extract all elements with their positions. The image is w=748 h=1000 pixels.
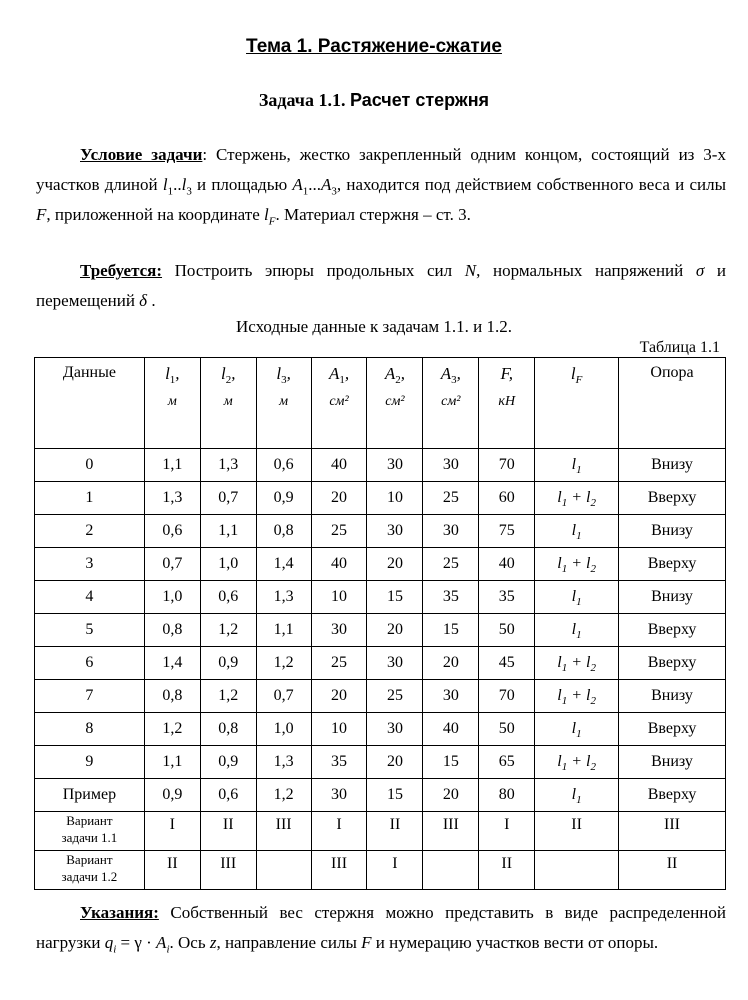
cell-l3: 0,9 (256, 482, 311, 515)
condition-lead: Условие задачи (80, 145, 203, 164)
variant-cell (256, 851, 311, 890)
variant-cell: I (367, 851, 423, 890)
cell-A1: 35 (311, 746, 367, 779)
table-header-row (35, 358, 726, 449)
cell-F: 60 (479, 482, 535, 515)
cell-support: Внизу (619, 449, 726, 482)
required-text: Построить эпюры продольных сил (162, 261, 465, 280)
condition-text: : Стержень, жестко закрепленный одним концом, состоящий из 3-х участков длиной (36, 145, 726, 194)
notes-text: . Ось (169, 933, 210, 952)
cell-support: Вверху (619, 779, 726, 812)
condition-text: . Материал стержня – ст. 3. (275, 205, 471, 224)
len-dots: .. (173, 175, 182, 194)
formula-A: A (156, 933, 167, 952)
notes-text: и нумерацию участков вести от опоры. (371, 933, 659, 952)
header-F: F, кН (479, 358, 535, 449)
cell-A1: 20 (311, 482, 367, 515)
variant-label: Вариант задачи 1.1 (35, 812, 145, 851)
table-row (35, 482, 726, 515)
cell-l1: 1,3 (144, 482, 200, 515)
cell-l3: 1,3 (256, 746, 311, 779)
cell-lF: $l_1 + l_2$ (535, 746, 619, 779)
area-first-symbol: A (292, 175, 303, 194)
cell-support: Внизу (619, 515, 726, 548)
formula-q: q (104, 933, 114, 952)
table-row (35, 548, 726, 581)
variant-row (35, 812, 726, 851)
cell-A2: 20 (367, 548, 423, 581)
cell-support: Вверху (619, 614, 726, 647)
len-first-sub: 1 (167, 185, 174, 198)
variant-cell: II (367, 812, 423, 851)
cell-id: 0 (35, 449, 145, 482)
notes-text: Собственный вес стержня можно представить в виде распределенной нагрузки (36, 903, 726, 952)
cell-support: Внизу (619, 746, 726, 779)
cell-l3: 1,1 (256, 614, 311, 647)
cell-l1: 0,7 (144, 548, 200, 581)
cell-F: 70 (479, 680, 535, 713)
variant-label: Вариант задачи 1.2 (35, 851, 145, 890)
notes-lead: Указания: (80, 903, 159, 922)
header-A1: $A_1$, см² (311, 358, 367, 449)
cell-A1: 30 (311, 779, 367, 812)
cell-l3: 1,0 (256, 713, 311, 746)
variant-cell: III (200, 851, 256, 890)
task-title (0, 90, 748, 111)
cell-F: 35 (479, 581, 535, 614)
cell-l3: 0,8 (256, 515, 311, 548)
cell-l3: 1,3 (256, 581, 311, 614)
cell-l1: 1,0 (144, 581, 200, 614)
cell-A3: 35 (423, 581, 479, 614)
cell-F: 40 (479, 548, 535, 581)
cell-A1: 10 (311, 713, 367, 746)
symbol-z: z (209, 933, 217, 952)
cell-lF: $l_1 + l_2$ (535, 482, 619, 515)
cell-A3: 40 (423, 713, 479, 746)
cell-A1: 10 (311, 581, 367, 614)
cell-F: 45 (479, 647, 535, 680)
variant-cell: II (619, 851, 726, 890)
required-text: , нормальных напряжений (476, 261, 696, 280)
area-last-sub: 3 (331, 185, 337, 198)
cell-A1: 25 (311, 647, 367, 680)
cell-support: Вверху (619, 647, 726, 680)
variant-cell: II (479, 851, 535, 890)
cell-l3: 1,4 (256, 548, 311, 581)
variant-cell: I (144, 812, 200, 851)
cell-A3: 25 (423, 482, 479, 515)
coord-sub: F (268, 215, 276, 228)
cell-F: 50 (479, 614, 535, 647)
cell-support: Вверху (619, 482, 726, 515)
cell-F: 65 (479, 746, 535, 779)
variant-cell (535, 851, 619, 890)
cell-id: Пример (35, 779, 145, 812)
cell-F: 70 (479, 449, 535, 482)
variant-cell (423, 851, 479, 890)
cell-A1: 40 (311, 449, 367, 482)
task-title-prefix: Задача 1.1. (258, 90, 346, 110)
cell-id: 6 (35, 647, 145, 680)
cell-l2: 1,0 (200, 548, 256, 581)
cell-lF: $l_1 + l_2$ (535, 680, 619, 713)
variant-cell: II (535, 812, 619, 851)
theme-title: Тема 1. Растяжение-сжатие (246, 36, 502, 57)
cell-lF: $l_1$ (535, 713, 619, 746)
cell-id: 8 (35, 713, 145, 746)
table-number: Таблица 1.1 (639, 339, 720, 356)
table-row (35, 581, 726, 614)
header-data: Данные (35, 358, 145, 449)
cell-l2: 1,2 (200, 614, 256, 647)
cell-l1: 1,1 (144, 449, 200, 482)
cell-l2: 0,6 (200, 779, 256, 812)
cell-A1: 25 (311, 515, 367, 548)
table-caption: Исходные данные к задачам 1.1. и 1.2. (235, 317, 513, 336)
cell-A2: 10 (367, 482, 423, 515)
cell-A2: 30 (367, 515, 423, 548)
cell-A3: 20 (423, 647, 479, 680)
required-paragraph (36, 256, 726, 316)
symbol-sigma: σ (695, 261, 705, 280)
cell-A3: 20 (423, 779, 479, 812)
cell-l1: 1,2 (144, 713, 200, 746)
variant-cell: III (423, 812, 479, 851)
coord-symbol: l (264, 205, 269, 224)
table-row (35, 779, 726, 812)
cell-l3: 0,7 (256, 680, 311, 713)
cell-A3: 25 (423, 548, 479, 581)
formula-q-sub: i (113, 943, 117, 956)
area-dots: ... (308, 175, 321, 194)
cell-lF: $l_1$ (535, 449, 619, 482)
cell-A2: 25 (367, 680, 423, 713)
cell-l2: 1,2 (200, 680, 256, 713)
cell-lF: $l_1 + l_2$ (535, 647, 619, 680)
cell-A2: 30 (367, 713, 423, 746)
cell-lF: $l_1$ (535, 779, 619, 812)
header-A2: $A_2$, см² (367, 358, 423, 449)
variant-cell: I (479, 812, 535, 851)
symbol-delta: δ (139, 291, 148, 310)
data-table (34, 357, 726, 890)
cell-l3: 1,2 (256, 779, 311, 812)
cell-A2: 15 (367, 581, 423, 614)
force-symbol: F (36, 205, 47, 224)
cell-F: 80 (479, 779, 535, 812)
table-row (35, 449, 726, 482)
symbol-N: N (464, 261, 477, 280)
notes-paragraph (36, 898, 726, 958)
header-l1: $l_1$, м (144, 358, 200, 449)
header-support: Опора (619, 358, 726, 449)
cell-l1: 1,1 (144, 746, 200, 779)
cell-l2: 1,3 (200, 449, 256, 482)
cell-l2: 0,7 (200, 482, 256, 515)
cell-A2: 30 (367, 449, 423, 482)
variant-cell: III (311, 851, 367, 890)
cell-support: Внизу (619, 680, 726, 713)
variant-row (35, 851, 726, 890)
cell-A3: 30 (423, 449, 479, 482)
cell-id: 7 (35, 680, 145, 713)
cell-F: 50 (479, 713, 535, 746)
variant-cell: III (619, 812, 726, 851)
cell-l3: 0,6 (256, 449, 311, 482)
header-A3: $A_3$, см² (423, 358, 479, 449)
cell-lF: $l_1 + l_2$ (535, 548, 619, 581)
cell-id: 1 (35, 482, 145, 515)
required-text: и перемещений (36, 261, 726, 310)
variant-cell: II (144, 851, 200, 890)
cell-l1: 0,8 (144, 680, 200, 713)
cell-A1: 40 (311, 548, 367, 581)
cell-A2: 30 (367, 647, 423, 680)
cell-id: 9 (35, 746, 145, 779)
required-text: . (147, 291, 156, 310)
table-body (35, 449, 726, 890)
notes-text: , направление силы (216, 933, 362, 952)
cell-l3: 1,2 (256, 647, 311, 680)
variant-cell: II (200, 812, 256, 851)
formula-A-sub: i (166, 943, 170, 956)
cell-l2: 1,1 (200, 515, 256, 548)
area-first-sub: 1 (302, 185, 309, 198)
cell-id: 5 (35, 614, 145, 647)
variant-cell: III (256, 812, 311, 851)
cell-id: 2 (35, 515, 145, 548)
cell-l1: 0,8 (144, 614, 200, 647)
len-last-sub: 3 (186, 185, 192, 198)
condition-text: , находится под действием собственного веса и силы (336, 175, 727, 194)
header-lF: $l_F$ (535, 358, 619, 449)
cell-l1: 0,6 (144, 515, 200, 548)
cell-support: Внизу (619, 581, 726, 614)
cell-A2: 15 (367, 779, 423, 812)
cell-support: Вверху (619, 713, 726, 746)
cell-id: 4 (35, 581, 145, 614)
cell-A2: 20 (367, 614, 423, 647)
header-l3: $l_3$, м (256, 358, 311, 449)
len-first-symbol: l (162, 175, 168, 194)
cell-l2: 0,6 (200, 581, 256, 614)
area-last-symbol: A (321, 175, 332, 194)
cell-lF: $l_1$ (535, 581, 619, 614)
cell-A1: 20 (311, 680, 367, 713)
cell-l1: 0,9 (144, 779, 200, 812)
cell-A3: 15 (423, 746, 479, 779)
cell-l2: 0,9 (200, 746, 256, 779)
cell-A3: 30 (423, 515, 479, 548)
cell-id: 3 (35, 548, 145, 581)
cell-l1: 1,4 (144, 647, 200, 680)
cell-A2: 20 (367, 746, 423, 779)
required-lead: Требуется: (80, 261, 163, 280)
len-last-symbol: l (181, 175, 187, 194)
cell-l2: 0,9 (200, 647, 256, 680)
table-row (35, 713, 726, 746)
cell-F: 75 (479, 515, 535, 548)
table-row (35, 680, 726, 713)
cell-lF: $l_1$ (535, 515, 619, 548)
condition-text: и площадью (191, 175, 293, 194)
table-row (35, 746, 726, 779)
condition-paragraph (36, 140, 726, 230)
condition-text: , приложенной на координате (46, 205, 264, 224)
cell-l2: 0,8 (200, 713, 256, 746)
cell-support: Вверху (619, 548, 726, 581)
table-row (35, 614, 726, 647)
table-row (35, 647, 726, 680)
formula-eq: = γ · (116, 933, 157, 952)
cell-A1: 30 (311, 614, 367, 647)
cell-A3: 30 (423, 680, 479, 713)
cell-lF: $l_1$ (535, 614, 619, 647)
table-row (35, 515, 726, 548)
task-title-rest: Расчет стержня (349, 90, 490, 110)
symbol-F: F (361, 933, 372, 952)
cell-A3: 15 (423, 614, 479, 647)
variant-cell: I (311, 812, 367, 851)
header-l2: $l_2$, м (200, 358, 256, 449)
